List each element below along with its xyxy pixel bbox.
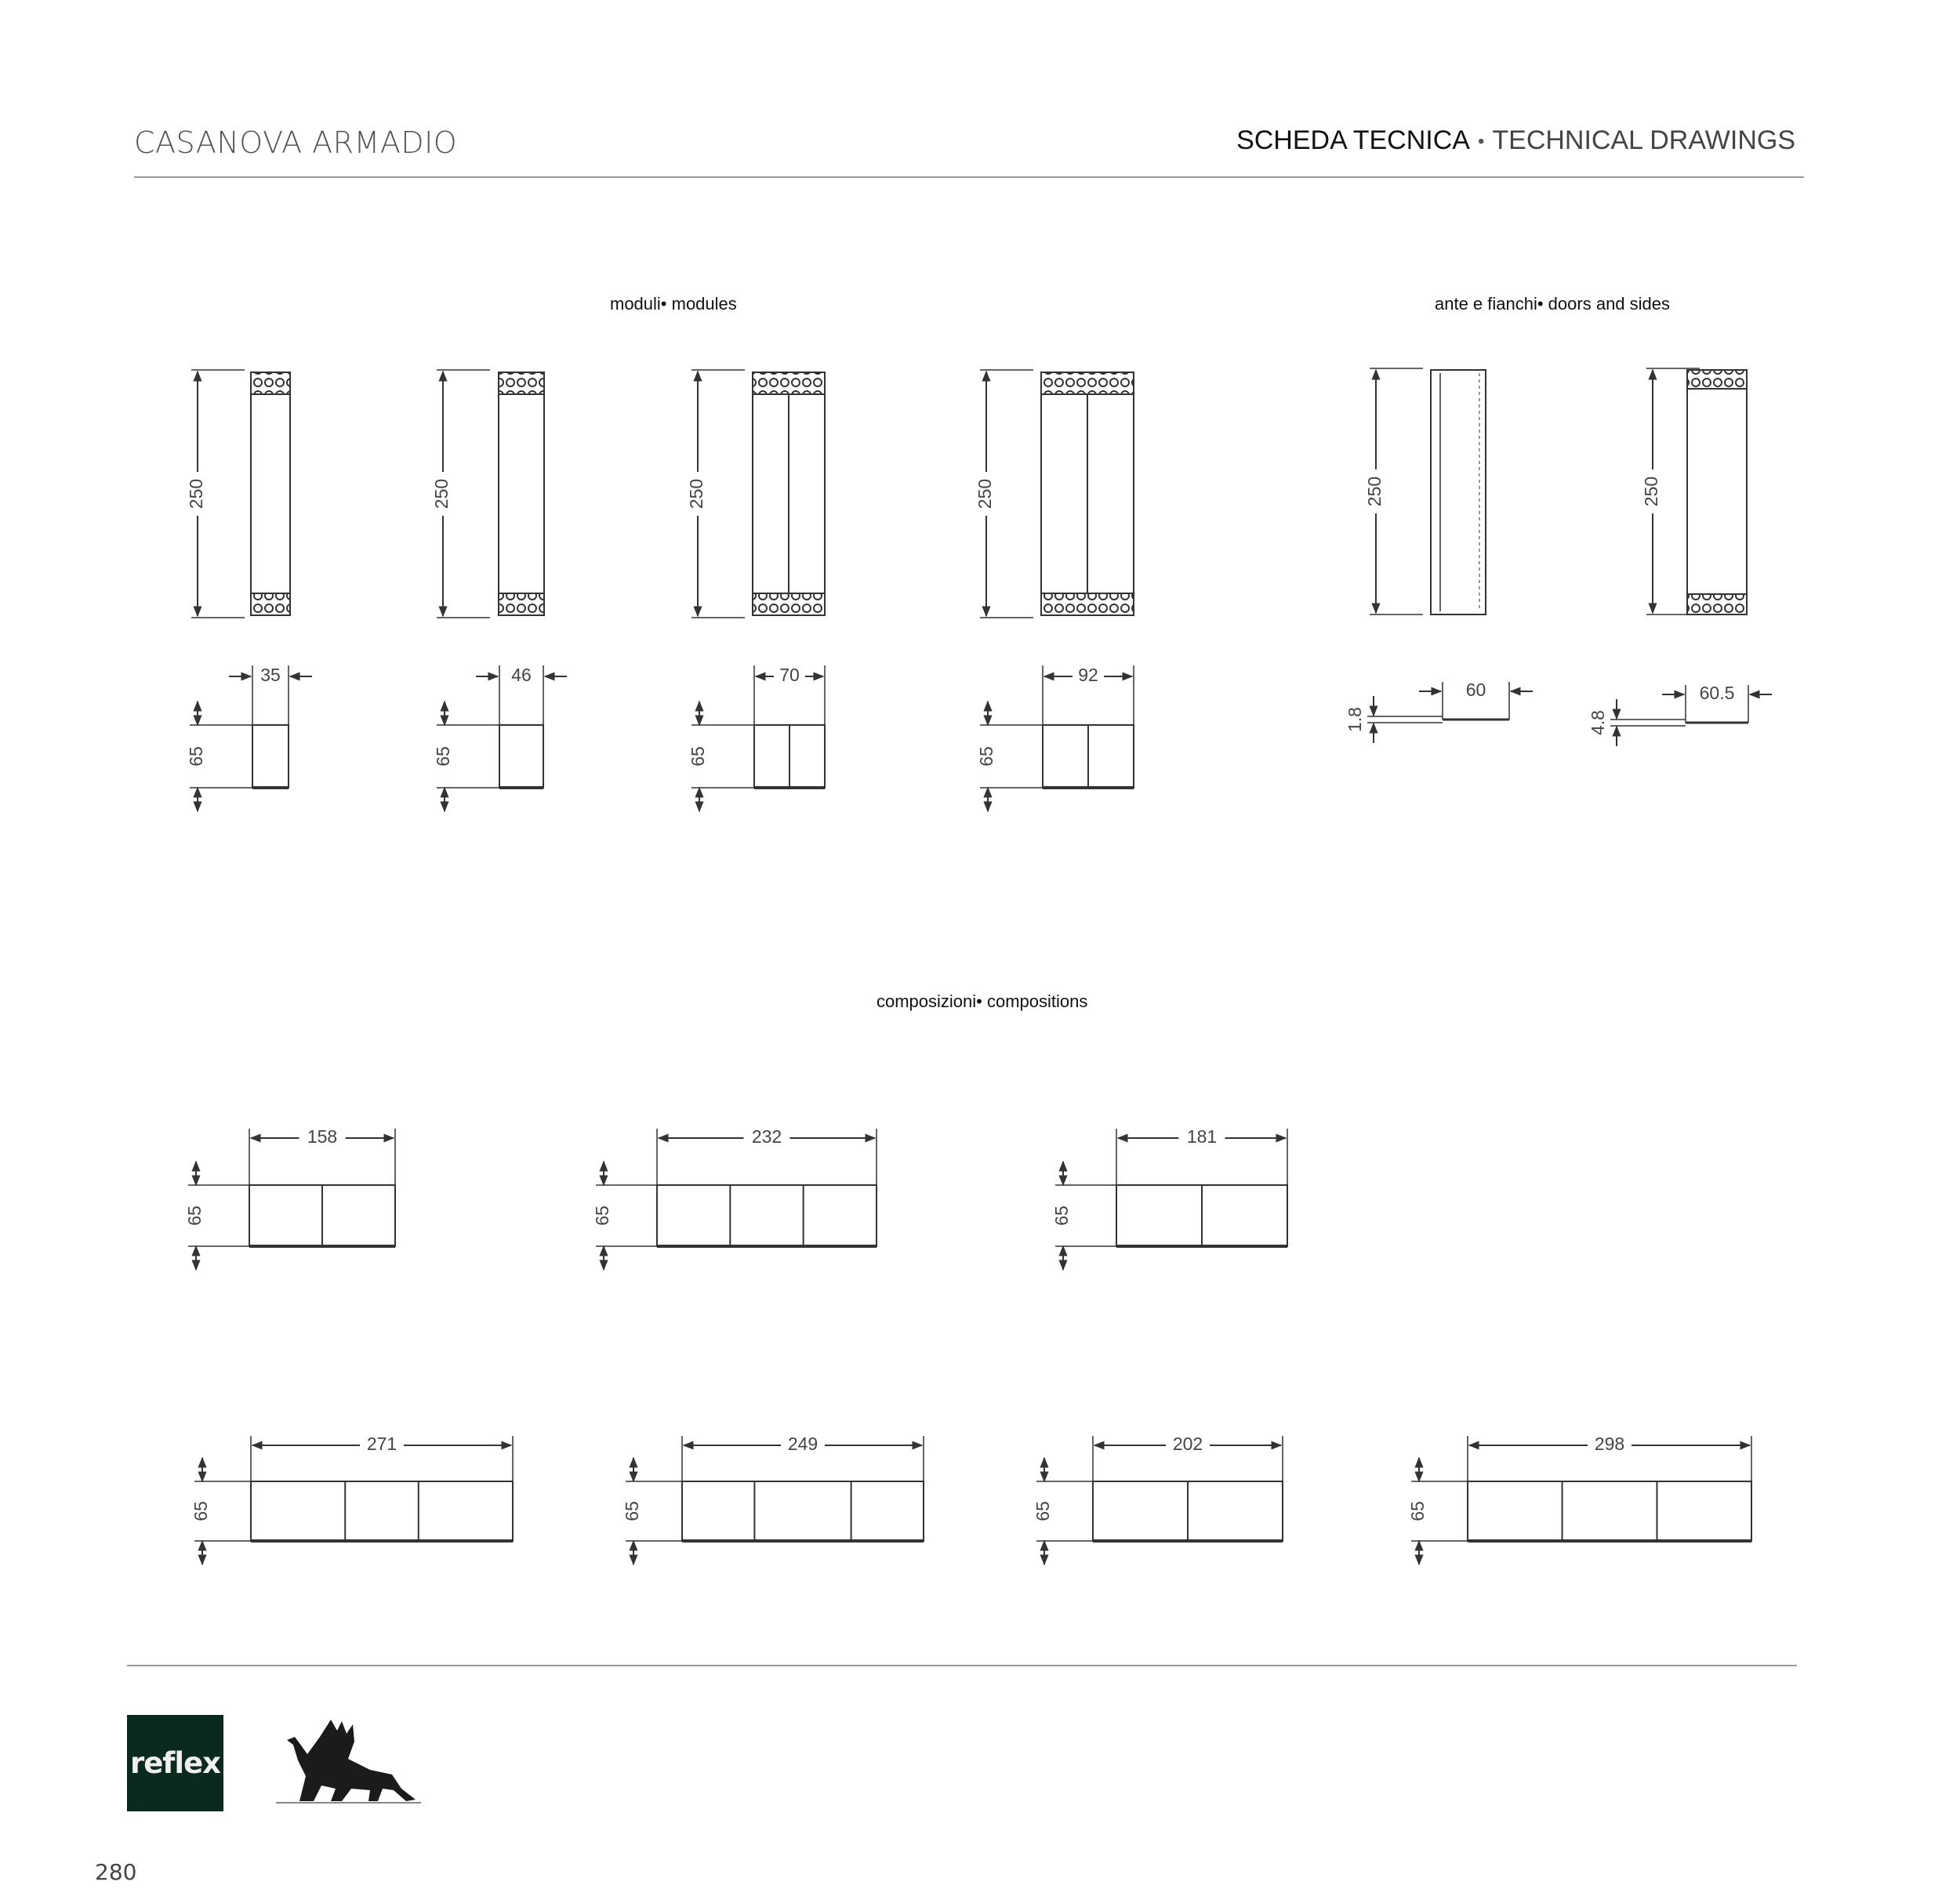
crown-ornament [499,372,544,394]
door-side-drawing [1588,368,1772,746]
height-dim-label: 250 [431,478,452,509]
plan-outline [682,1481,924,1541]
winged-lion-icon [276,1713,421,1806]
depth-dim-label: 65 [1051,1205,1073,1226]
width-dim-label: 298 [1594,1434,1625,1455]
height-dim-label: 250 [686,478,707,509]
composition-drawing [1033,1433,1283,1564]
side-panel [1687,370,1747,614]
width-dim-label: 35 [260,665,281,686]
page-number: 280 [95,1859,137,1885]
height-dim-label: 250 [1364,476,1385,507]
composition-drawing [191,1433,513,1564]
module-drawing [975,370,1134,811]
composition-drawing [592,1126,877,1270]
base-ornament [1041,593,1134,615]
plan-outline [251,1481,513,1541]
door-side-drawing [1345,368,1533,743]
width-dim-label: 158 [307,1126,338,1147]
plan-outline [657,1185,877,1246]
thickness-dim-label: 1.8 [1345,707,1366,732]
base-ornament [753,593,825,615]
depth-dim-label: 65 [186,746,207,767]
plan-outline [252,725,289,788]
width-dim-label: 202 [1172,1434,1203,1455]
base-ornament [251,593,290,615]
depth-dim-label: 65 [433,746,454,767]
depth-dim-label: 65 [184,1205,205,1226]
crown-ornament [251,372,290,394]
depth-dim-label: 65 [1407,1501,1428,1521]
depth-dim-label: 65 [976,746,997,767]
height-dim-label: 250 [975,478,996,509]
reflex-logo [127,1715,223,1811]
module-body [499,372,544,615]
width-dim-label: 60 [1465,680,1486,701]
height-dim-label: 250 [1641,476,1662,507]
section-separator: • [1477,131,1485,153]
caption-doors-sides: ante e fianchi• doors and sides [1435,294,1671,314]
composition-drawing [184,1126,395,1270]
thickness-dim-label: 4.8 [1588,710,1609,735]
width-dim-label: 46 [511,665,532,686]
composition-drawing [1407,1433,1751,1564]
depth-dim-label: 65 [622,1501,643,1521]
width-dim-label: 271 [366,1434,397,1455]
width-dim-label: 92 [1078,665,1098,686]
crown-ornament [753,372,825,394]
composition-drawing [622,1433,924,1564]
width-dim-label: 181 [1186,1126,1218,1147]
footer-rule [127,1665,1797,1666]
height-dim-label: 250 [186,478,207,509]
module-drawing [431,370,567,811]
reflex-logo-text: reflex [129,1746,221,1780]
plan-outline [499,725,543,788]
depth-dim-label: 65 [191,1501,212,1521]
composition-drawing [1051,1126,1287,1270]
width-dim-label: 60.5 [1699,683,1735,704]
depth-dim-label: 65 [1033,1501,1054,1521]
section-title-it: SCHEDA TECNICA [1236,125,1470,155]
width-dim-label: 249 [787,1434,818,1455]
depth-dim-label: 65 [688,746,709,767]
crown-ornament [1041,372,1134,394]
depth-dim-label: 65 [592,1205,613,1226]
caption-compositions: composizioni• compositions [877,992,1088,1011]
side-crown-ornament [1687,370,1747,389]
page-title: CASANOVA ARMADIO [134,125,458,160]
door-panel [1431,370,1486,614]
base-ornament [499,593,544,615]
plan-outline [1468,1481,1751,1541]
module-drawing [686,370,825,811]
width-dim-label: 232 [751,1126,782,1147]
width-dim-label: 70 [779,665,800,686]
side-base-ornament [1687,594,1747,614]
caption-modules: moduli• modules [610,294,737,314]
module-drawing [186,370,312,811]
module-body [251,372,290,615]
section-title-en: TECHNICAL DRAWINGS [1492,125,1795,155]
